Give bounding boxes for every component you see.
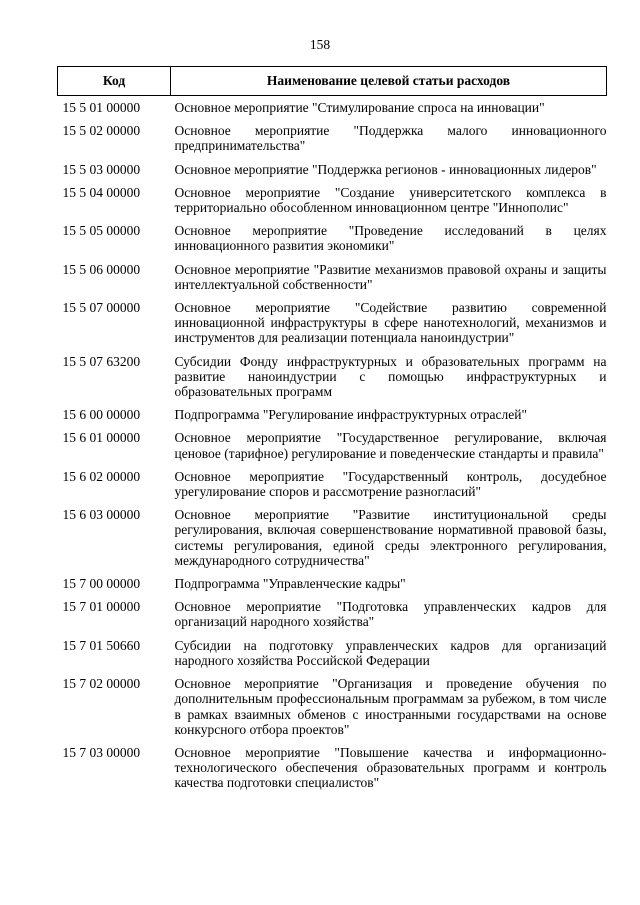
table-row [58,503,607,572]
table-row [58,741,607,795]
row-code: 15 5 05 00000 [62,223,141,239]
table-header-row [58,67,607,96]
header-code: Код [58,67,171,96]
page-number: 158 [309,37,331,52]
table-row [58,158,607,181]
table-row [58,672,607,741]
row-code: 15 6 01 00000 [62,430,141,446]
row-code: 15 7 03 00000 [62,744,141,760]
table-row [58,426,607,464]
table-row [58,634,607,672]
row-name: Основное мероприятие "Создание университетского комплекса в территориально обособленном инновационном центре "Иннополис" [174,184,607,216]
row-name: Субсидии на подготовку управленческих кадров для организаций народного хозяйства Российской Федерации [174,637,607,668]
table-row [58,465,607,503]
table-row [58,96,607,120]
table-row [58,258,607,296]
table-row [58,595,607,633]
row-name: Подпрограмма "Регулирование инфраструктурных отраслей" [174,407,528,423]
budget-codes-table [57,66,607,795]
row-name: Основное мероприятие "Развитие институциональной среды регулирования, включая совершенствование нормативной правовой базы, системы регулирования, единой среды электронного регулирования, международного сотрудничества" [174,507,607,568]
header-name: Наименование целевой статьи расходов [171,67,607,96]
row-code: 15 7 01 00000 [62,599,141,615]
row-name: Субсидии Фонду инфраструктурных и образовательных программ на развитие наноиндустрии с помощью инфраструктурных и образовательных программ [174,353,607,400]
row-code: 15 5 06 00000 [62,261,141,277]
row-code: 15 7 00 00000 [62,576,141,592]
row-code: 15 6 03 00000 [62,507,141,523]
row-code: 15 5 07 63200 [62,353,141,369]
row-name: Основное мероприятие "Организация и проведение обучения по дополнительным профессиональным программам за рубежом, в том числе в рамках взаимных обменов с иностранными государствами на основе конкурсного отбора проектов" [174,676,607,737]
row-name: Основное мероприятие "Повышение качества и информационно-технологического обеспечения образовательных программ и контроль качества подготовки специалистов" [174,744,607,791]
table-row [58,181,607,219]
row-name: Основное мероприятие "Государственный контроль, досудебное урегулирование споров и рассмотрение разногласий" [174,468,607,500]
row-name: Подпрограмма "Управленческие кадры" [174,576,406,592]
table-row [58,572,607,595]
table-row [58,350,607,404]
row-name: Основное мероприятие "Содействие развитию современной инновационной инфраструктуры в сфере нанотехнологий, механизмов и инструментов для реализации потенциала наноиндустрии" [174,300,607,346]
row-name: Основное мероприятие "Поддержка регионов - инновационных лидеров" [174,161,597,177]
row-code: 15 5 01 00000 [62,100,141,115]
row-name: Основное мероприятие "Поддержка малого инновационного предпринимательства" [174,123,607,154]
table-row [58,403,607,426]
row-code: 15 6 02 00000 [62,468,141,484]
row-name: Основное мероприятие "Подготовка управленческих кадров для организаций народного хозяйства" [174,599,607,630]
row-code: 15 5 04 00000 [62,184,141,200]
row-code: 15 5 07 00000 [62,300,141,316]
row-name: Основное мероприятие "Развитие механизмов правовой охраны и защиты интеллектуальной собственности" [174,261,607,292]
row-name: Основное мероприятие "Стимулирование спроса на инновации" [174,100,545,115]
row-code: 15 7 01 50660 [62,637,141,653]
row-code: 15 7 02 00000 [62,676,141,692]
table-row [58,119,607,157]
row-name: Основное мероприятие "Государственное регулирование, включая ценовое (тарифное) регулирование и поведенческие стандарты и правила" [174,430,607,461]
row-code: 15 5 02 00000 [62,123,141,139]
table-row [58,219,607,257]
row-code: 15 5 03 00000 [62,161,141,177]
row-code: 15 6 00 00000 [62,407,141,423]
row-name: Основное мероприятие "Проведение исследований в целях инновационного развития экономики" [174,223,607,254]
table-row [58,296,607,350]
